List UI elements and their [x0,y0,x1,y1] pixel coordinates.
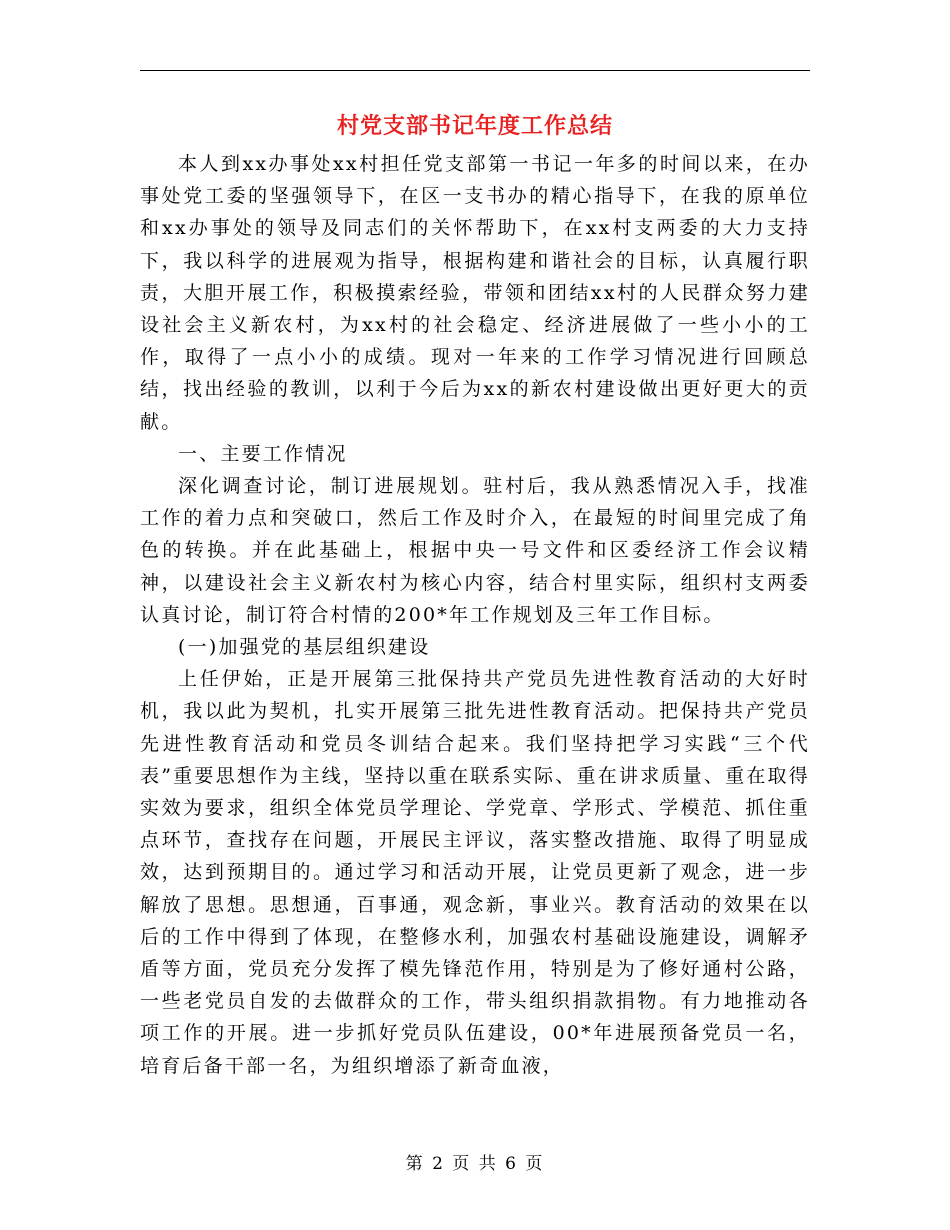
header-rule [140,70,810,71]
paragraph-party-building: 上任伊始，正是开展第三批保持共产党员先进性教育活动的大好时机，我以此为契机，扎实开展第三批先进性教育活动。把保持共产党员先进性教育活动和党员冬训结合起来。我们坚持把学习实践“三个代表”重要思想作为主线，坚持以重在联系实际、重在讲求质量、重在取得实效为要求，组织全体党员学理论、学党章、学形式、学模范、抓住重点环节，查找存在问题，开展民主评议，落实整改措施、取得了明显成效，达到预期目的。通过学习和活动开展，让党员更新了观念，进一步解放了思想。思想通，百事通，观念新，事业兴。教育活动的效果在以后的工作中得到了体现，在整修水利，加强农村基础设施建设，调解矛盾等方面，党员充分发挥了模先锋范作用，特别是为了修好通村公路，一些老党员自发的去做群众的工作，带头组织捐款捐物。有力地推动各项工作的开展。进一步抓好党员队伍建设，00*年进展预备党员一名，培育后备干部一名，为组织增添了新奇血液， [140,668,810,1077]
section-heading-main-work: 一、主要工作情况 [178,442,348,465]
document-body [140,148,810,1082]
subsection-heading-party-building: (一)加强党的基层组织建设 [178,636,431,659]
document-title: 村党支部书记年度工作总结 [336,113,613,139]
page-number-footer: 第 2 页 共 6 页 [405,1154,545,1174]
paragraph-planning: 深化调查讨论，制订进展规划。驻村后，我从熟悉情况入手，找准工作的着力点和突破口，然后工作及时介入，在最短的时间里完成了角色的转换。并在此基础上，根据中央一号文件和区委经济工作会议精神，以建设社会主义新农村为核心内容，结合村里实际，组织村支两委认真讨论，制订符合村情的200*年工作规划及三年工作目标。 [140,475,810,626]
paragraph-intro: 本人到xx办事处xx村担任党支部第一书记一年多的时间以来，在办事处党工委的坚强领导下，在区一支书办的精心指导下，在我的原单位和xx办事处的领导及同志们的关怀帮助下，在xx村支两委的大力支持下，我以科学的进展观为指导，根据构建和谐社会的目标，认真履行职责，大胆开展工作，积极摸索经验，带领和团结xx村的人民群众努力建设社会主义新农村，为xx村的社会稳定、经济进展做了一些小小的工作，取得了一点小小的成绩。现对一年来的工作学习情况进行回顾总结，找出经验的教训，以利于今后为xx的新农村建设做出更好更大的贡献。 [140,153,810,433]
